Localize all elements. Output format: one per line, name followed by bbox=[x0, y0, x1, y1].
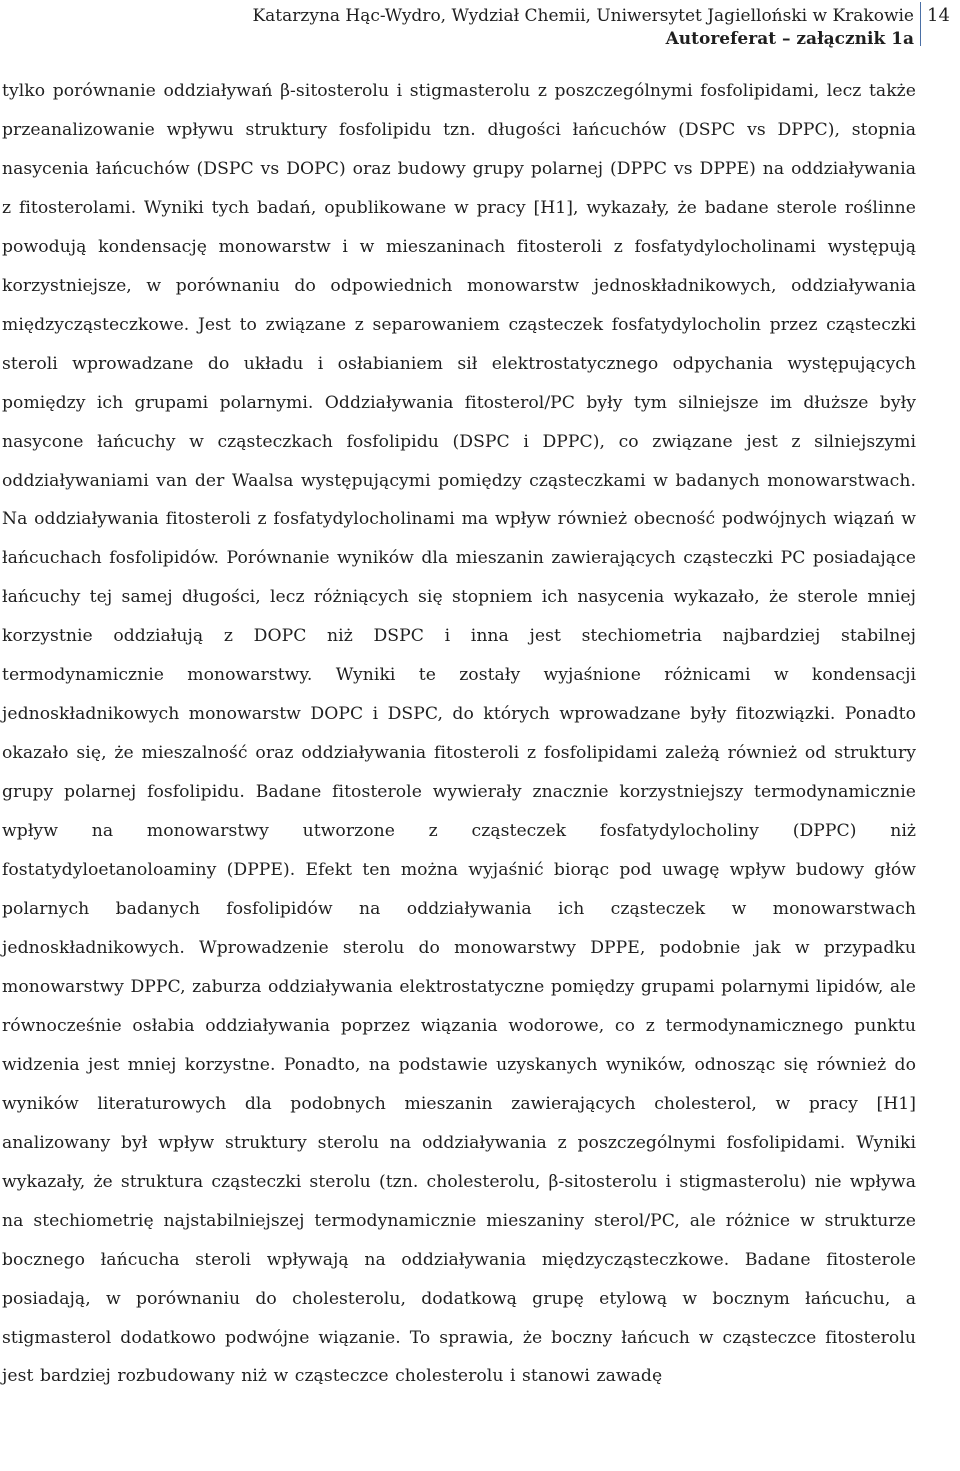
page-number: 14 bbox=[920, 2, 960, 46]
header-text-block bbox=[252, 5, 914, 51]
header-subtitle: Autoreferat – załącznik 1a bbox=[665, 29, 914, 49]
body-paragraph: tylko porównanie oddziaływań β-sitosterolu i stigmasterolu z poszczególnymi fosfolipidami, lecz także przeanalizowanie wpływu struktury fosfolipidu tzn. długości łańcuchów (DSPC vs DPPC), stopnia nasycenia łańcuchów (DSPC vs DOPC) oraz budowy grupy polarnej (DPPC vs DPPE) na oddziaływania z fitosterolami. Wyniki tych badań, opublikowane w pracy [H1], wykazały, że badane sterole roślinne powodują kondensację monowarstw i w mieszaninach fitosteroli z fosfatydylocholinami występują korzystniejsze, w porównaniu do odpowiednich monowarstw jednoskładnikowych, oddziaływania międzycząsteczkowe. Jest to związane z separowaniem cząsteczek fosfatydylocholin przez cząsteczki steroli wprowadzane do układu i osłabianiem sił elektrostatycznego odpychania występujących pomiędzy ich grupami polarnymi. Oddziaływania fitosterol/PC były tym silniejsze im dłuższe były nasycone łańcuchy w cząsteczkach fosfolipidu (DSPC i DPPC), co związane jest z silniejszymi oddziaływaniami van der Waalsa występującymi pomiędzy cząsteczkami w badanych monowarstwach. Na oddziaływania fitosteroli z fosfatydylocholinami ma wpływ również obecność podwójnych wiązań w łańcuchach fosfolipidów. Porównanie wyników dla mieszanin zawierających cząsteczki PC posiadające łańcuchy tej samej długości, lecz różniących się stopniem ich nasycenia wykazało, że sterole mniej korzystnie oddziałują z DOPC niż DSPC i inna jest stechiometria najbardziej stabilnej termodynamicznie monowarstwy. Wyniki te zostały wyjaśnione różnicami w kondensacji jednoskładnikowych monowarstw DOPC i DSPC, do których wprowadzane były fitozwiązki. Ponadto okazało się, że mieszalność oraz oddziaływania fitosteroli z fosfolipidami zależą również od struktury grupy polarnej fosfolipidu. Badane fitosterole wywierały znacznie korzystniejszy termodynamicznie wpływ na monowarstwy utworzone z cząsteczek fosfatydylocholiny (DPPC) niż fostatydyloetanoloaminy (DPPE). Efekt ten można wyjaśnić biorąc pod uwagę wpływ budowy głów polarnych badanych fosfolipidów na oddziaływania ich cząsteczek w monowarstwach jednoskładnikowych. Wprowadzenie sterolu do monowarstwy DPPE, podobnie jak w przypadku monowarstwy DPPC, zaburza oddziaływania elektrostatyczne pomiędzy grupami polarnymi lipidów, ale równocześnie osłabia oddziaływania poprzez wiązania wodorowe, co z termodynamicznego punktu widzenia jest mniej korzystne. Ponadto, na podstawie uzyskanych wyników, odnosząc się również do wyników literaturowych dla podobnych mieszanin zawierających cholesterol, w pracy [H1] analizowany był wpływ struktury sterolu na oddziaływania z poszczególnymi fosfolipidami. Wyniki wykazały, że struktura cząsteczki sterolu (tzn. cholesterolu, β-sitosterolu i stigmasterolu) nie wpływa na stechiometrię najstabilniejszej termodynamicznie mieszaniny sterol/PC, ale różnice w strukturze bocznego łańcucha steroli wpływają na oddziaływania międzycząsteczkowe. Badane fitosterole posiadają, w porównaniu do cholesterolu, dodatkową grupę etylową w bocznym łańcuchu, a stigmasterol dodatkowo podwójne wiązanie. To sprawia, że boczny łańcuch w cząsteczce fitosterolu jest bardziej rozbudowany niż w cząsteczce cholesterolu i stanowi zawadę bbox=[2, 81, 916, 1387]
page-header bbox=[0, 0, 960, 52]
header-author: Katarzyna Hąc-Wydro, Wydział Chemii, Uniwersytet Jagielloński w Krakowie bbox=[252, 6, 914, 26]
